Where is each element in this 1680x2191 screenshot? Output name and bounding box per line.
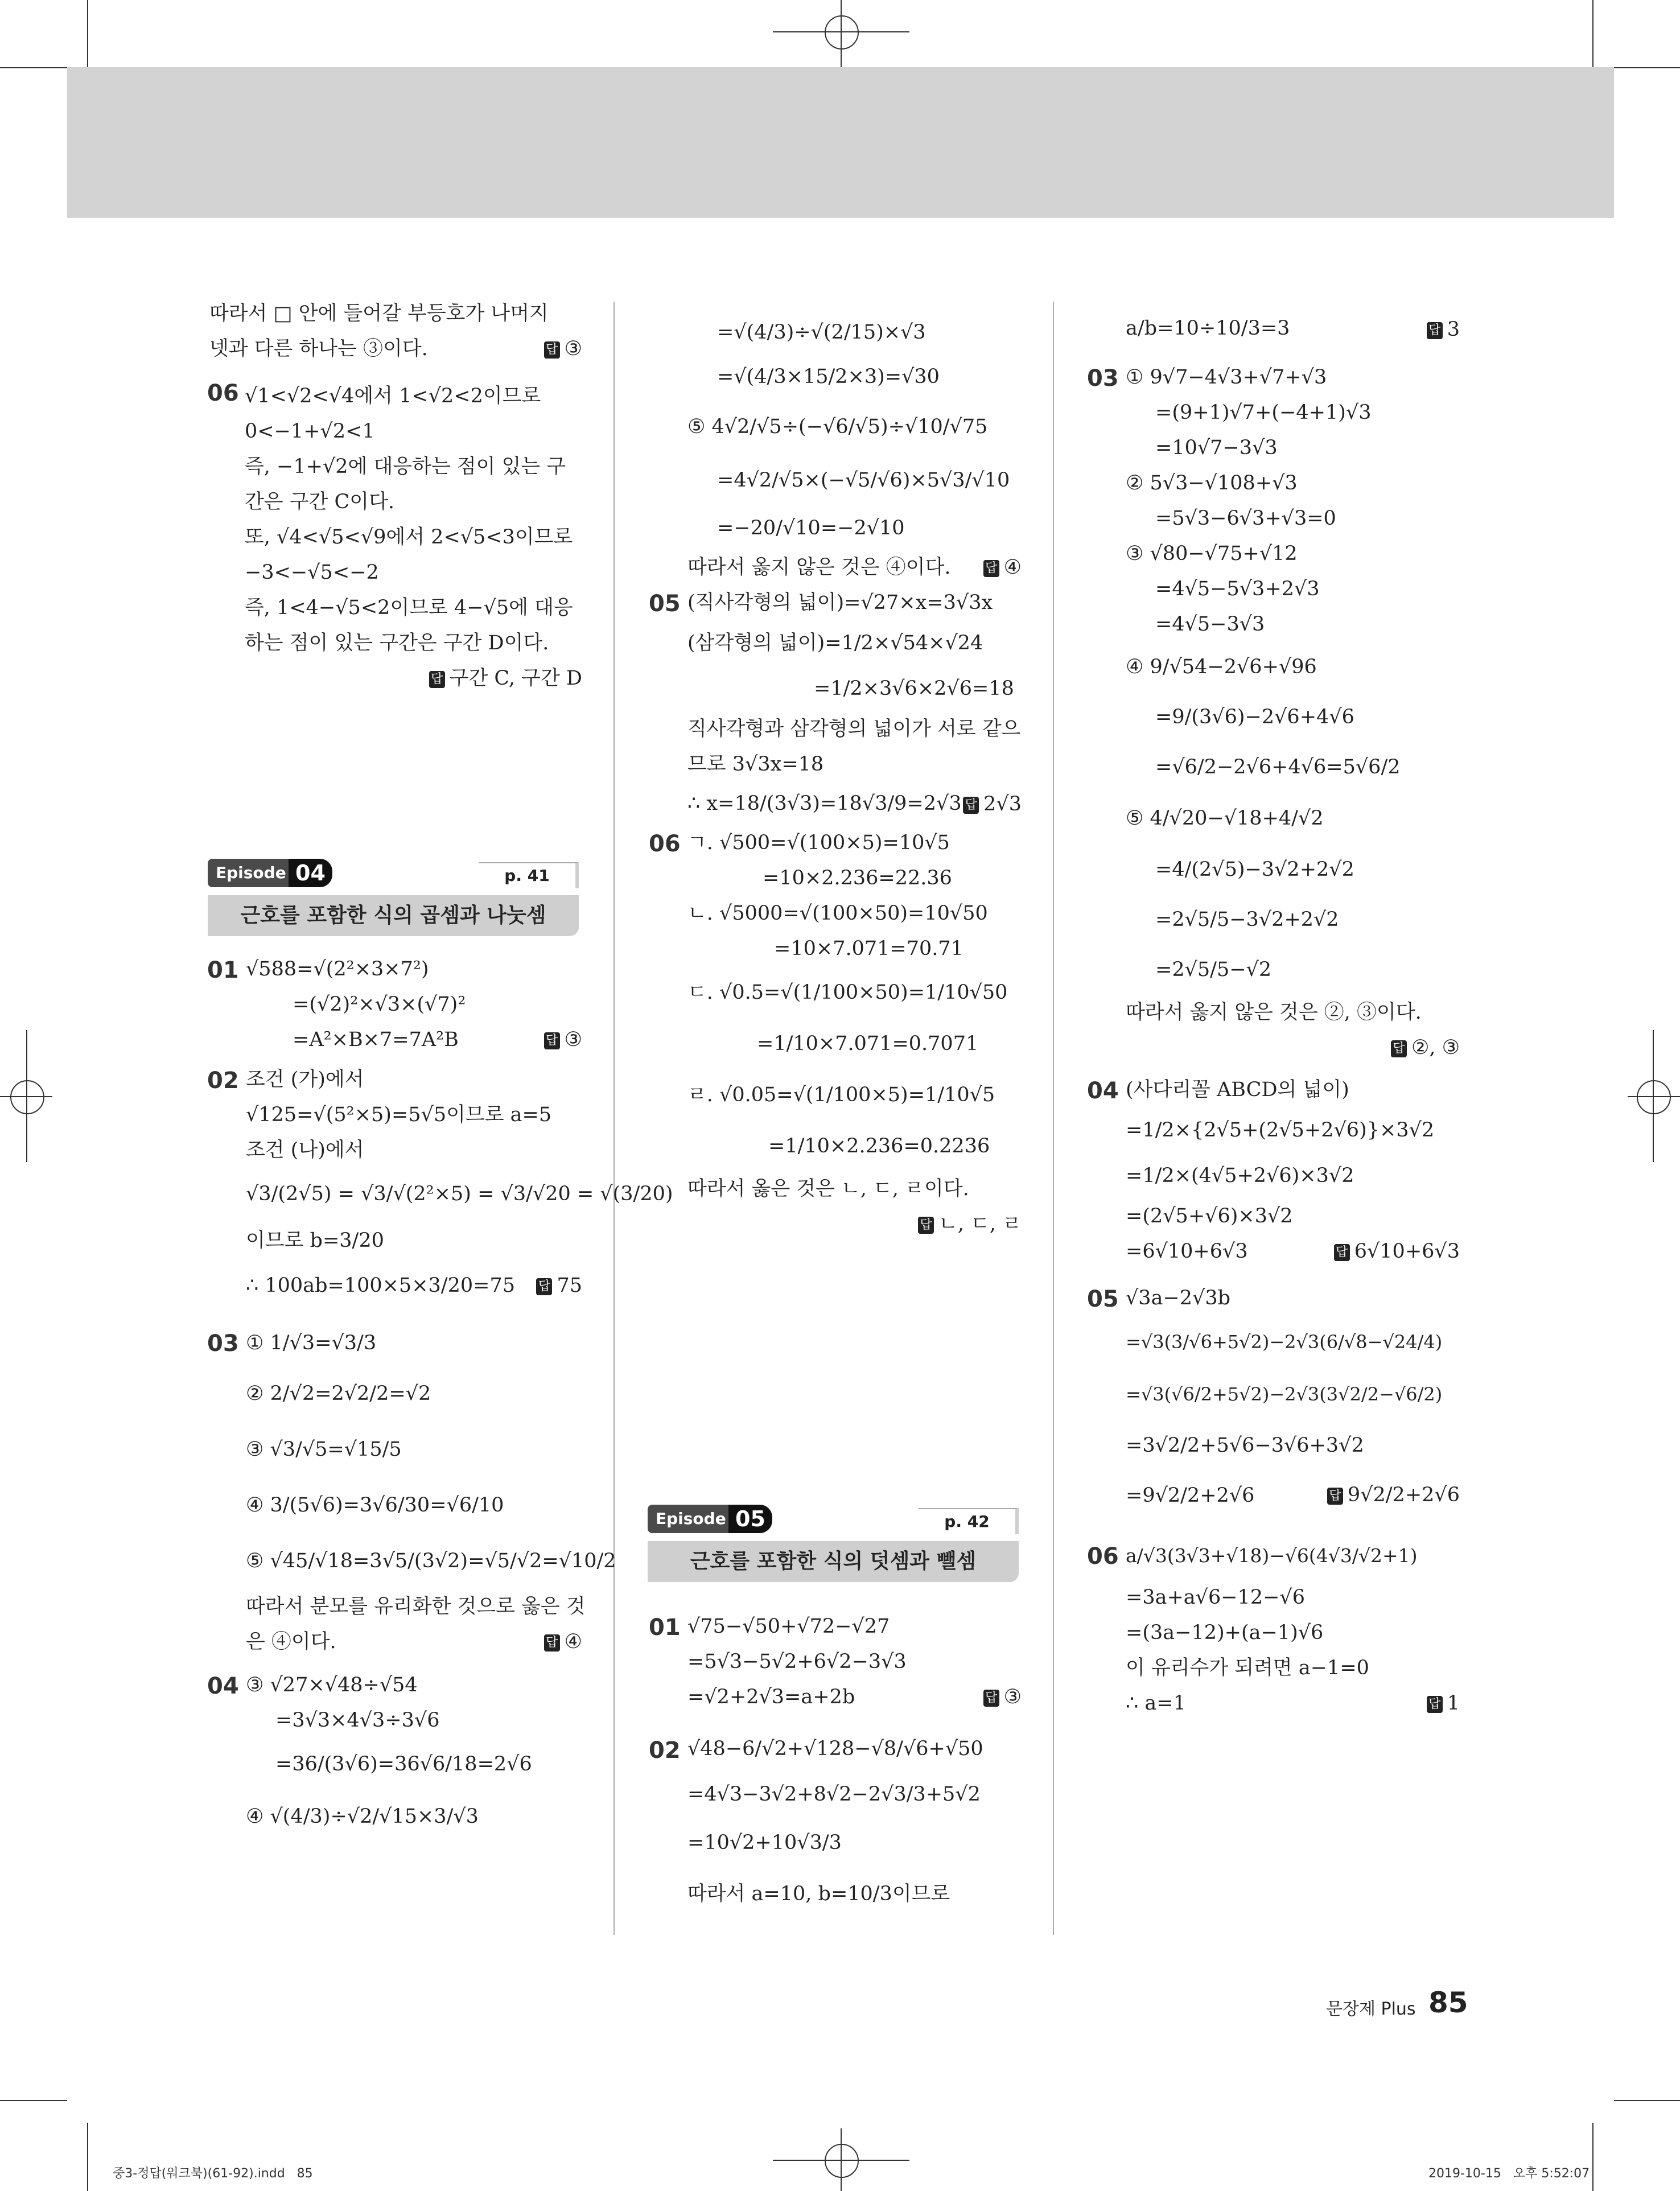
answer-icon: 답 bbox=[544, 341, 560, 359]
problem-number: 05 bbox=[1087, 1286, 1119, 1312]
text-line: 따라서 분모를 유리화한 것으로 옳은 것 bbox=[246, 1595, 586, 1618]
problem-number: 05 bbox=[649, 591, 681, 617]
text-line: =4√3−3√2+8√2−2√3/3+5√2 bbox=[687, 1783, 981, 1806]
text-line: =10√2+10√3/3 bbox=[687, 1831, 842, 1854]
crop-mark bbox=[87, 2123, 88, 2191]
text-line: =1/2×(4√5+2√6)×3√2 bbox=[1126, 1164, 1354, 1187]
problem-number: 04 bbox=[207, 1673, 239, 1699]
text-line: =5√3−6√3+√3=0 bbox=[1155, 507, 1336, 530]
text-line: ㄴ. √5000=√(100×50)=10√50 bbox=[687, 902, 988, 925]
text-line: =(√2)²×√3×(√7)² bbox=[293, 993, 466, 1016]
answer-icon: 답 bbox=[536, 1278, 552, 1295]
text-line: =(2√5+√6)×3√2 bbox=[1126, 1205, 1293, 1228]
answer: 답 ②, ③ bbox=[1391, 1030, 1460, 1065]
problem-number: 02 bbox=[207, 1068, 239, 1094]
file-name: 중3-정답(워크북)(61-92).indd 85 bbox=[113, 2167, 313, 2181]
text-line: =1/10×2.236=0.2236 bbox=[768, 1135, 990, 1158]
text-line: =4√2/√5×(−√5/√6)×5√3/√10 bbox=[717, 469, 1010, 492]
text-line: ② 2/√2=2√2/2=√2 bbox=[246, 1382, 431, 1405]
text-line: =1/2×3√6×2√6=18 bbox=[814, 677, 1014, 700]
text-line: 즉, 1<4−√5<2이므로 4−√5에 대응 bbox=[245, 596, 573, 619]
episode-label: Episode bbox=[208, 859, 294, 887]
text-line: =3√3×4√3÷3√6 bbox=[275, 1709, 440, 1732]
problem-number: 01 bbox=[207, 957, 239, 983]
crop-mark bbox=[0, 2100, 67, 2101]
answer-icon: 답 bbox=[1427, 322, 1443, 339]
answer: 답 3 bbox=[1427, 312, 1460, 347]
answer: 답 9√2/2+2√6 bbox=[1327, 1477, 1460, 1513]
text-line: ④ 9/√54−2√6+√96 bbox=[1126, 656, 1317, 678]
text-line: (삼각형의 넓이)=1/2×√54×√24 bbox=[687, 632, 983, 654]
text-line: 또, √4<√5<√9에서 2<√5<3이므로 bbox=[245, 526, 573, 549]
text-line: =4/(2√5)−3√2+2√2 bbox=[1155, 858, 1354, 881]
episode-page: p. 42 bbox=[919, 1508, 1019, 1534]
answer-icon: 답 bbox=[1334, 1244, 1350, 1261]
text-line: =3a+a√6−12−√6 bbox=[1126, 1586, 1305, 1609]
text-line: =1/10×7.071=0.7071 bbox=[757, 1032, 979, 1055]
text-line: √75−√50+√72−√27 bbox=[687, 1615, 890, 1638]
text-line: =√(4/3×15/2×3)=√30 bbox=[717, 365, 940, 388]
episode-page: p. 41 bbox=[479, 862, 579, 888]
text-line: 은 ④이다. bbox=[246, 1630, 336, 1653]
answer-icon: 답 bbox=[1427, 1696, 1443, 1713]
crop-mark bbox=[1592, 2123, 1593, 2191]
column-divider bbox=[1053, 302, 1054, 1935]
text-line: ㄷ. √0.5=√(1/100×50)=1/10√50 bbox=[687, 981, 1008, 1004]
answer-icon: 답 bbox=[544, 1634, 560, 1652]
answer: 답 구간 C, 구간 D bbox=[429, 661, 582, 696]
registration-circle-icon bbox=[825, 15, 859, 50]
text-line: ② 5√3−√108+√3 bbox=[1126, 472, 1298, 495]
text-line: √588=√(2²×3×7²) bbox=[246, 958, 429, 981]
episode-label: Episode bbox=[648, 1505, 734, 1533]
crop-mark bbox=[0, 67, 67, 68]
problem-number: 03 bbox=[1087, 365, 1119, 392]
text-line: a/√3(3√3+√18)−√6(4√3/√2+1) bbox=[1126, 1545, 1418, 1567]
text-line: √1<√2<√4에서 1<√2<2이므로 bbox=[245, 385, 541, 407]
episode-04-solutions bbox=[207, 952, 673, 1843]
text-line: 이므로 b=3/20 bbox=[246, 1229, 384, 1252]
crop-mark bbox=[1614, 67, 1680, 68]
text-line: √125=√(5²×5)=5√5이므로 a=5 bbox=[246, 1103, 552, 1126]
episode-number: 04 bbox=[289, 859, 332, 887]
episode-number: 05 bbox=[728, 1505, 772, 1533]
text-line: =√2+2√3=a+2b bbox=[687, 1686, 855, 1708]
episode-title: 근호를 포함한 식의 덧셈과 뺄셈 bbox=[690, 1550, 977, 1573]
text-line: =−20/√10=−2√10 bbox=[717, 517, 905, 539]
text-line: √3a−2√3b bbox=[1126, 1287, 1231, 1309]
text-line: −3<−√5<−2 bbox=[245, 561, 379, 584]
answer: 답 ④ bbox=[544, 1624, 582, 1659]
text-line: ∴ x=18/(3√3)=18√3/9=2√3 bbox=[687, 792, 962, 815]
text-line: √3/(2√5) = √3/√(2²×5) = √3/√20 = √(3/20) bbox=[246, 1183, 673, 1205]
registration-circle-icon bbox=[10, 1080, 44, 1114]
problem-number: 06 bbox=[1087, 1543, 1119, 1570]
text-line: ∴ a=1 bbox=[1126, 1692, 1186, 1715]
text-line: 조건 (가)에서 bbox=[246, 1068, 364, 1091]
text-line: =√(4/3)÷√(2/15)×√3 bbox=[717, 321, 926, 344]
text-line: a/b=10÷10/3=3 bbox=[1126, 317, 1290, 340]
text-line: =4√5−5√3+2√3 bbox=[1155, 578, 1320, 600]
problem-number: 02 bbox=[649, 1737, 681, 1764]
text-line: =3√2/2+5√6−3√6+3√2 bbox=[1126, 1434, 1364, 1457]
episode-05-header bbox=[648, 1497, 1019, 1582]
text-line: =36/(3√6)=36√6/18=2√6 bbox=[275, 1753, 532, 1776]
text-line: =√3(3/√6+5√2)−2√3(6/√8−√24/4) bbox=[1126, 1331, 1443, 1353]
text-line: 직사각형과 삼각형의 넓이가 서로 같으 bbox=[687, 718, 1021, 740]
text-line: ⑤ √45/√18=3√5/(3√2)=√5/√2=√10/2 bbox=[246, 1550, 616, 1572]
answer-icon: 답 bbox=[544, 1032, 560, 1049]
text-line: 이 유리수가 되려면 a−1=0 bbox=[1126, 1657, 1369, 1679]
episode-04-header bbox=[208, 851, 579, 936]
text-line: ③ √27×√48÷√54 bbox=[246, 1674, 418, 1696]
registration-circle-icon bbox=[1637, 1080, 1671, 1114]
episode-05-solutions bbox=[649, 1609, 1022, 1920]
crop-mark bbox=[87, 0, 88, 67]
text-line: ㄹ. √0.05=√(1/100×5)=1/10√5 bbox=[687, 1084, 995, 1106]
answer-icon: 답 bbox=[1327, 1488, 1343, 1505]
text-line: =A²×B×7=7A²B bbox=[293, 1028, 459, 1051]
text-line: =6√10+6√3 bbox=[1126, 1240, 1248, 1263]
column-divider bbox=[613, 302, 615, 1935]
book-title: 문장제 Plus bbox=[1326, 1999, 1416, 2019]
answer: 답 75 bbox=[536, 1268, 582, 1303]
text-line: =1/2×{2√5+(2√5+2√6)}×3√2 bbox=[1126, 1119, 1435, 1142]
text-line: 따라서 옳지 않은 것은 ②, ③이다. bbox=[1126, 1001, 1422, 1024]
text-line: ① 9√7−4√3+√7+√3 bbox=[1126, 366, 1327, 389]
text-line: =10×7.071=70.71 bbox=[774, 937, 963, 960]
text-line: =(3a−12)+(a−1)√6 bbox=[1126, 1621, 1324, 1644]
column-1 bbox=[209, 296, 582, 366]
text-line: =10×2.236=22.36 bbox=[763, 867, 952, 889]
answer: 답 ④ bbox=[983, 550, 1022, 585]
text-line: 따라서 a=10, b=10/3이므로 bbox=[687, 1883, 950, 1905]
problem-number: 04 bbox=[1087, 1078, 1119, 1104]
text-line: ∴ 100ab=100×5×3/20=75 bbox=[246, 1274, 515, 1297]
text-line: =2√5/5−3√2+2√2 bbox=[1155, 908, 1339, 931]
text-line: 따라서 □ 안에 들어갈 부등호가 나머지 bbox=[209, 302, 549, 325]
text-line: =4√5−3√3 bbox=[1155, 613, 1265, 636]
crop-mark bbox=[1614, 2100, 1680, 2101]
text-line: =√3(√6/2+5√2)−2√3(3√2/2−√6/2) bbox=[1126, 1383, 1443, 1405]
answer-icon: 답 bbox=[983, 560, 999, 577]
column-3 bbox=[1087, 307, 1460, 1721]
text-line: 간은 구간 C이다. bbox=[245, 491, 395, 513]
registration-circle-icon bbox=[825, 2144, 859, 2178]
answer: 답 1 bbox=[1427, 1686, 1460, 1721]
text-line: =√6/2−2√6+4√6=5√6/2 bbox=[1155, 756, 1401, 779]
text-line: =5√3−5√2+6√2−3√3 bbox=[687, 1650, 907, 1673]
text-line: =9√2/2+2√6 bbox=[1126, 1484, 1255, 1507]
text-line: √48−6/√2+√128−√8/√6+√50 bbox=[687, 1737, 983, 1760]
text-line: 즉, −1+√2에 대응하는 점이 있는 구 bbox=[245, 455, 566, 478]
problem-number: 01 bbox=[649, 1615, 681, 1641]
timestamp: 2019-10-15 오후 5:52:07 bbox=[1428, 2167, 1590, 2181]
page-number: 85 bbox=[1428, 1986, 1468, 2019]
crop-mark bbox=[1592, 0, 1593, 67]
text-line: (직사각형의 넓이)=√27×x=3√3x bbox=[687, 591, 993, 614]
text-line: ③ √3/√5=√15/5 bbox=[246, 1438, 402, 1461]
text-line: 므로 3√3x=18 bbox=[687, 753, 824, 776]
problem-number: 06 bbox=[207, 380, 239, 406]
answer-icon: 답 bbox=[1391, 1040, 1407, 1057]
text-line: 조건 (나)에서 bbox=[246, 1139, 364, 1162]
answer-icon: 답 bbox=[918, 1217, 934, 1234]
problem-number: 06 bbox=[649, 831, 681, 857]
text-line: ① 1/√3=√3/3 bbox=[246, 1332, 377, 1354]
answer: 답 6√10+6√3 bbox=[1334, 1234, 1460, 1269]
text-line: ⑤ 4/√20−√18+4/√2 bbox=[1126, 807, 1324, 830]
text-line: =10√7−3√3 bbox=[1155, 436, 1278, 459]
answer: 답 ③ bbox=[544, 331, 582, 366]
answer: 답 ③ bbox=[983, 1679, 1022, 1715]
text-line: ⑤ 4√2/√5÷(−√6/√5)÷√10/√75 bbox=[687, 415, 988, 438]
problem-number: 03 bbox=[207, 1331, 239, 1357]
answer: 답 ③ bbox=[544, 1022, 582, 1057]
text-line: ④ 3/(5√6)=3√6/30=√6/10 bbox=[246, 1494, 504, 1517]
answer-icon: 답 bbox=[983, 1690, 999, 1707]
text-line: 넷과 다른 하나는 ③이다. bbox=[209, 337, 428, 360]
text-line: =(9+1)√7+(−4+1)√3 bbox=[1155, 401, 1372, 424]
text-line: =2√5/5−√2 bbox=[1155, 958, 1272, 981]
answer: 답 2√3 bbox=[963, 786, 1022, 822]
text-line: 하는 점이 있는 구간은 구간 D이다. bbox=[245, 632, 549, 654]
answer-icon: 답 bbox=[429, 671, 445, 688]
text-line: 0<−1+√2<1 bbox=[245, 420, 375, 443]
problem-06 bbox=[245, 378, 582, 696]
text-line: ③ √80−√75+√12 bbox=[1126, 542, 1298, 565]
text-line: 따라서 옳은 것은 ㄴ, ㄷ, ㄹ이다. bbox=[687, 1177, 969, 1200]
column-2 bbox=[649, 311, 1022, 1242]
text-line: =9/(3√6)−2√6+4√6 bbox=[1155, 706, 1354, 728]
text-line: (사다리꼴 ABCD의 넓이) bbox=[1126, 1078, 1349, 1101]
answer: 답 ㄴ, ㄷ, ㄹ bbox=[918, 1206, 1022, 1242]
text-line: 따라서 옳지 않은 것은 ④이다. bbox=[687, 556, 951, 579]
text-line: ④ √(4/3)÷√2/√15×3/√3 bbox=[246, 1805, 479, 1828]
answer-icon: 답 bbox=[963, 797, 979, 814]
text-line: ㄱ. √500=√(100×5)=10√5 bbox=[687, 831, 950, 854]
header-band bbox=[67, 67, 1614, 218]
episode-title: 근호를 포함한 식의 곱셈과 나눗셈 bbox=[240, 904, 546, 927]
